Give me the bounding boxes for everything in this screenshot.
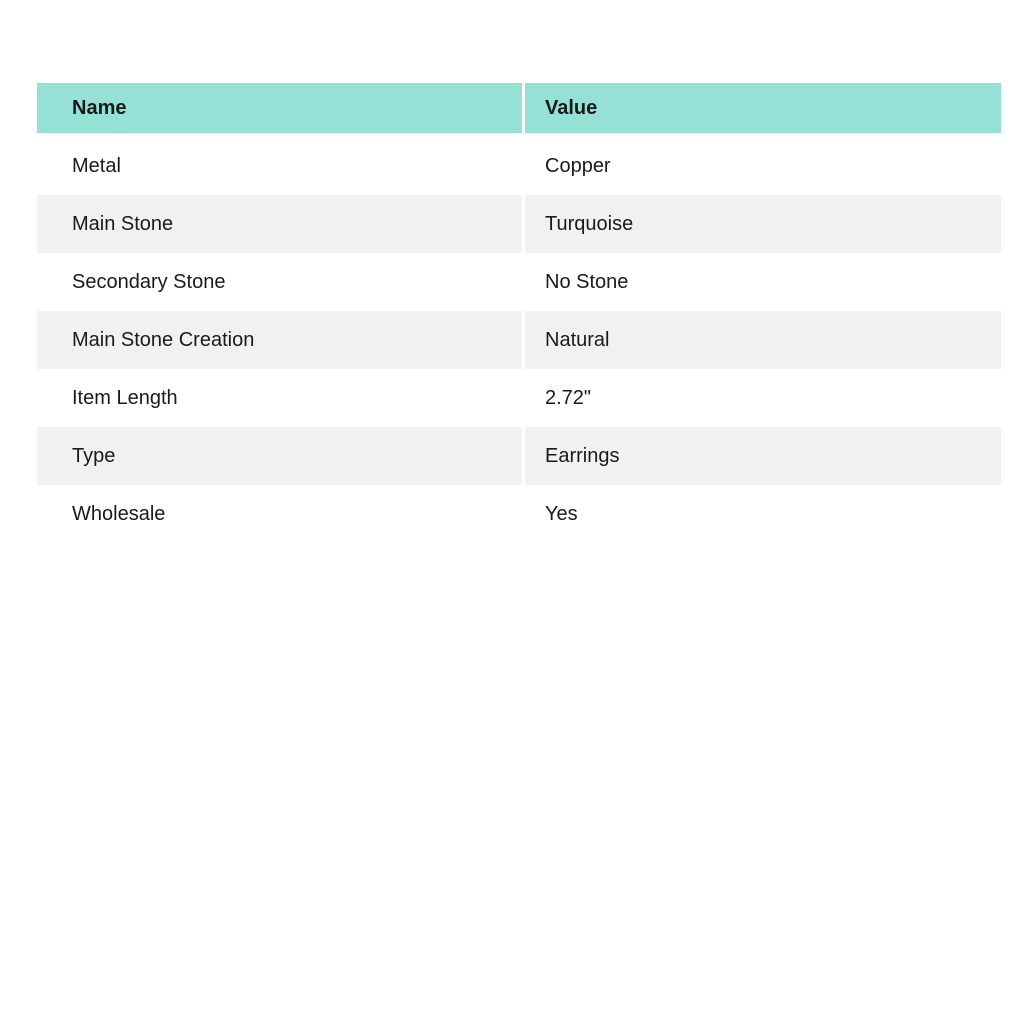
table-row	[37, 485, 1001, 543]
attribute-name: Metal	[72, 154, 121, 177]
attribute-value: Copper	[545, 154, 611, 177]
name-cell	[37, 427, 522, 485]
attribute-name: Secondary Stone	[72, 270, 226, 293]
value-cell	[522, 253, 1001, 311]
attribute-name: Main Stone	[72, 212, 174, 235]
table-row	[37, 369, 1001, 427]
table-header-row	[37, 83, 1001, 133]
attribute-value: No Stone	[545, 270, 629, 293]
header-value-label: Value	[545, 96, 598, 119]
attribute-value: Earrings	[545, 444, 620, 467]
header-cell-value	[522, 83, 1001, 133]
table-row	[37, 427, 1001, 485]
attribute-value: Natural	[545, 328, 610, 351]
header-cell-name	[37, 83, 522, 133]
value-cell	[522, 311, 1001, 369]
value-cell	[522, 137, 1001, 195]
value-cell	[522, 427, 1001, 485]
value-cell	[522, 369, 1001, 427]
header-name-label: Name	[72, 96, 127, 119]
attribute-value: 2.72"	[545, 386, 592, 409]
name-cell	[37, 485, 522, 543]
table-row	[37, 137, 1001, 195]
name-cell	[37, 195, 522, 253]
attributes-table	[37, 83, 1001, 543]
value-cell	[522, 195, 1001, 253]
table-row	[37, 195, 1001, 253]
value-cell	[522, 485, 1001, 543]
attribute-name: Item Length	[72, 386, 178, 409]
attribute-name: Main Stone Creation	[72, 328, 255, 351]
name-cell	[37, 137, 522, 195]
attribute-name: Wholesale	[72, 502, 166, 525]
name-cell	[37, 369, 522, 427]
name-cell	[37, 311, 522, 369]
table-row	[37, 311, 1001, 369]
attribute-value: Turquoise	[545, 212, 634, 235]
attribute-name: Type	[72, 444, 116, 467]
name-cell	[37, 253, 522, 311]
table-row	[37, 253, 1001, 311]
attribute-value: Yes	[545, 502, 578, 525]
